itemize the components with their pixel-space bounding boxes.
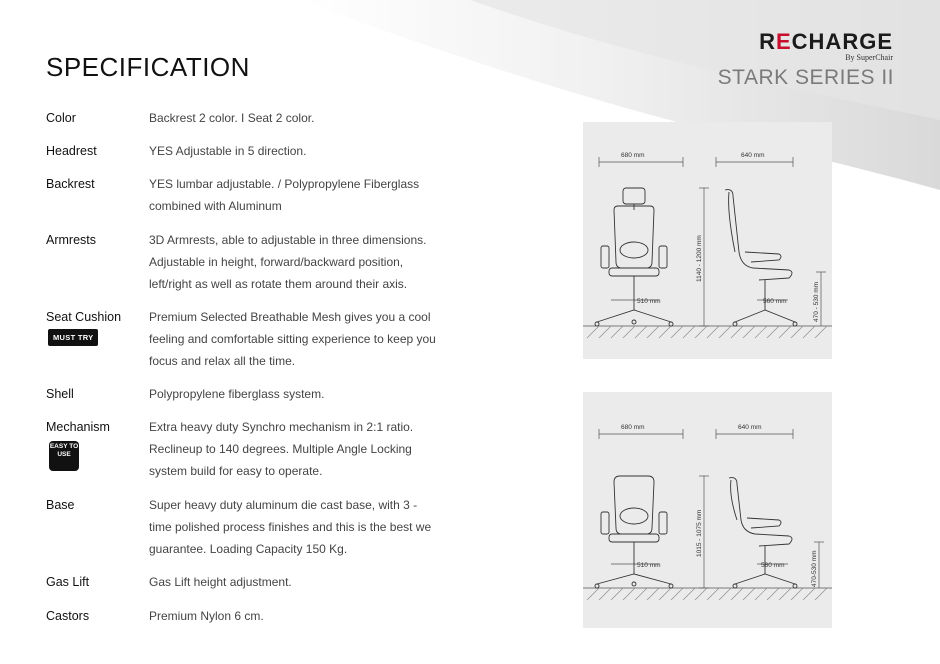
seat-depth-label: 580 mm (761, 562, 785, 569)
spec-value: Super heavy duty aluminum die cast base, with 3 - time polished process finishes and this is the best we guarantee. Loading Capacity 150 Kg. (149, 498, 432, 556)
dimension-drawing-without-headrest (583, 392, 832, 628)
must-try-badge: MUST TRY (48, 329, 98, 346)
spec-label: Headrest (46, 144, 97, 158)
spec-value: Backrest 2 color. I Seat 2 color. (149, 111, 315, 125)
spec-value: 3D Armrests, able to adjustable in three dimensions. Adjustable in height, forward/backward position, left/right as well as rotate them around their axis. (149, 233, 427, 291)
spec-label: Base (46, 498, 75, 512)
spec-label: Seat Cushion (46, 310, 122, 324)
spec-value: YES Adjustable in 5 direction. (149, 144, 307, 158)
spec-value: Polypropylene fiberglass system. (149, 387, 325, 401)
seat-width-label: 510 mm (637, 562, 661, 569)
spec-label: Color (46, 111, 76, 125)
easy-to-use-badge: EASY TO USE (49, 441, 79, 471)
spec-value: Extra heavy duty Synchro mechanism in 2:1 ratio. Reclineup to 140 degrees. Multiple Angle Locking system build for easy to operate. (149, 420, 414, 478)
side-width-label: 640 mm (741, 152, 765, 159)
spec-label: Armrests (46, 233, 96, 247)
total-height-label: 1140 - 1200 mm (696, 235, 703, 282)
front-width-label: 680 mm (621, 424, 645, 431)
dimension-drawing-with-headrest (583, 122, 832, 359)
brand-logo (759, 30, 893, 62)
spec-value: Premium Nylon 6 cm. (149, 609, 264, 623)
side-width-label: 640 mm (738, 424, 762, 431)
spec-value: YES lumbar adjustable. / Polypropylene Fiberglass combined with Aluminum (149, 177, 420, 213)
spec-label: Castors (46, 609, 90, 623)
spec-label: Shell (46, 387, 74, 401)
brand-wordmark: RECHARGE (759, 29, 893, 54)
brand-tagline: By SuperChair (845, 53, 893, 62)
spec-label: Backrest (46, 177, 95, 191)
total-height-label: 1015 - 1075 mm (696, 509, 703, 557)
series-name: STARK SERIES II (717, 66, 894, 89)
spec-value: Gas Lift height adjustment. (149, 575, 292, 589)
spec-value: Premium Selected Breathable Mesh gives you a cool feeling and comfortable sitting experience to keep you focus and relax all the time. (149, 310, 436, 368)
seat-height-label: 470-530 mm (811, 550, 818, 587)
spec-label: Mechanism (46, 420, 110, 434)
spec-label: Gas Lift (46, 575, 90, 589)
seat-width-label: 510 mm (637, 298, 661, 305)
seat-height-label: 470 - 530 mm (813, 281, 820, 322)
front-width-label: 680 mm (621, 152, 645, 159)
seat-depth-label: 560 mm (763, 298, 787, 305)
page-title: SPECIFICATION (46, 52, 250, 82)
